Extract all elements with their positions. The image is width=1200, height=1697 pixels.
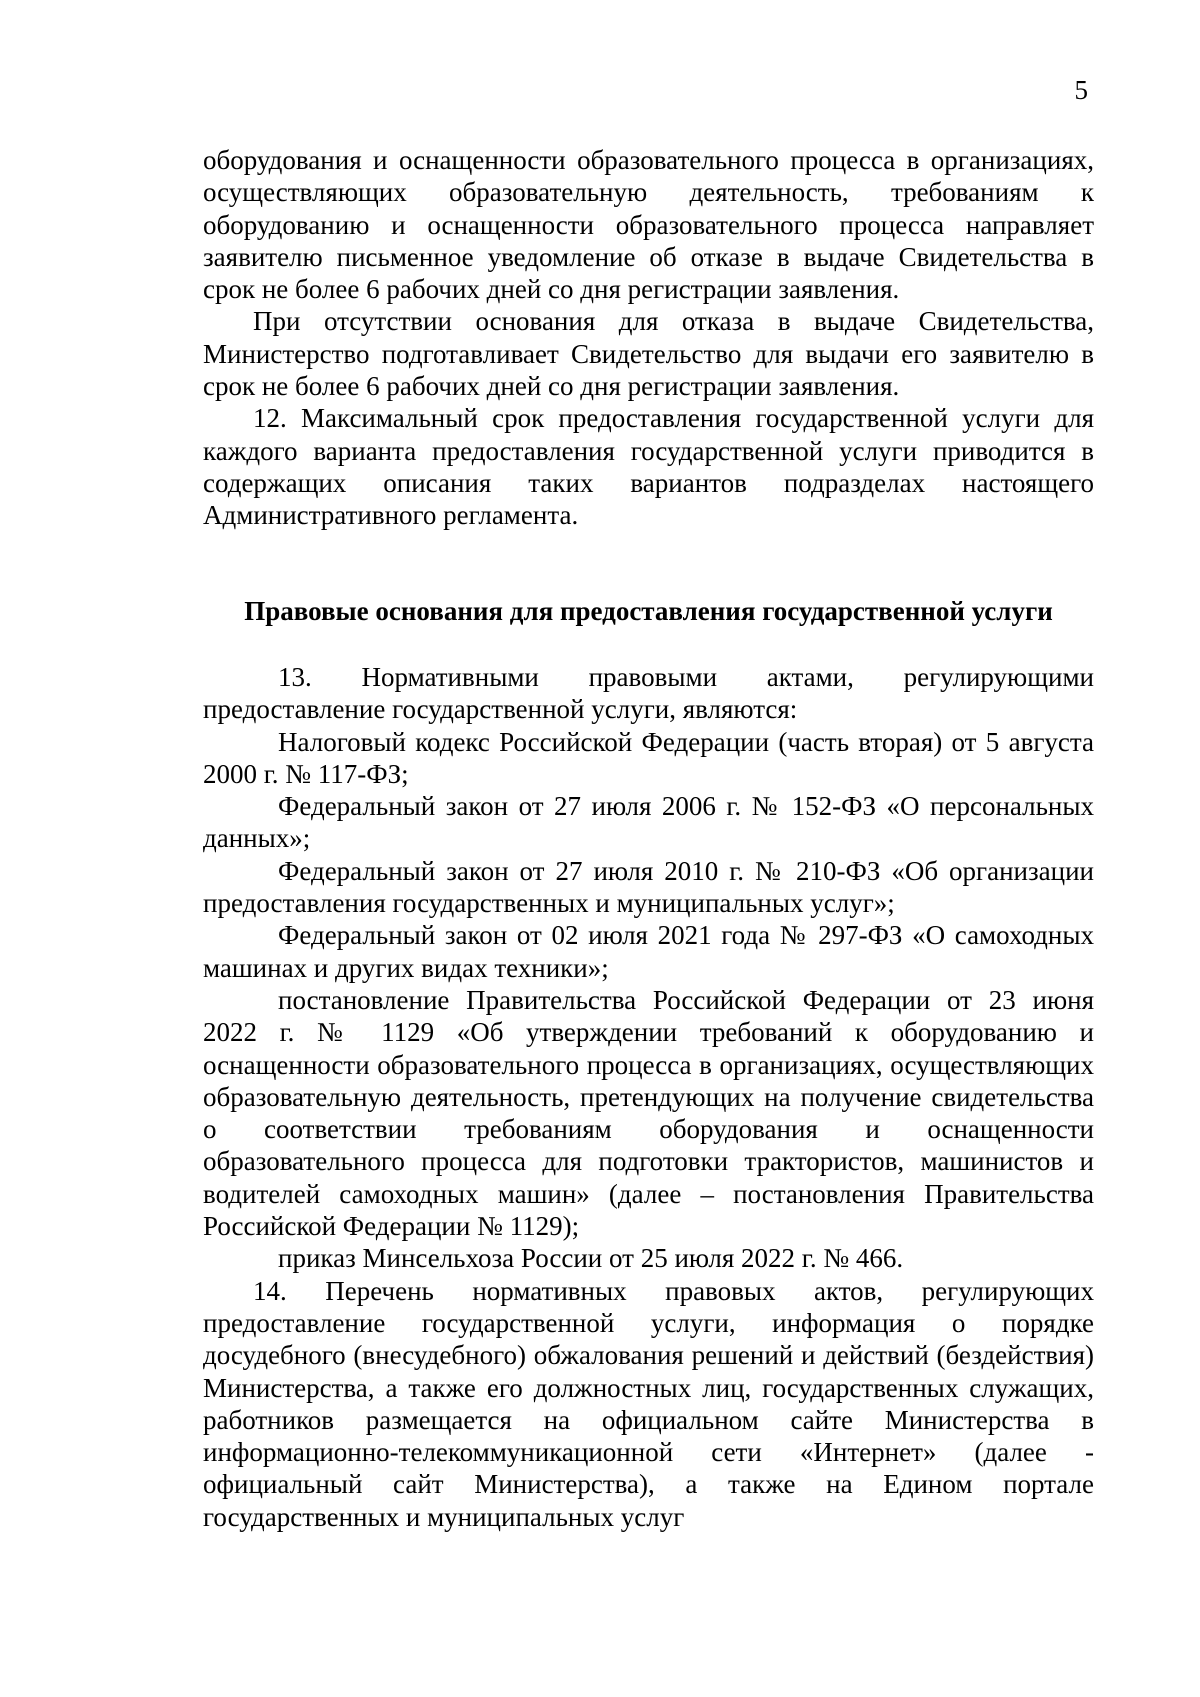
paragraph: 14. Перечень нормативных правовых актов, регулирующих предоставление государственной услуги, информация о порядке досудебного (внесудебного) обжалования решений и действий (бездействия) Министерства, а также его должностных лиц, государственных служащих, работников размещается на официальном сайте Министерства в информационно-телекоммуникационной сети «Интернет» (далее - официальный сайт Министерства), а также на Едином портале государственных и муниципальных услуг — [203, 1275, 1094, 1532]
page-number: 5 — [1074, 75, 1088, 105]
paragraph: 13. Нормативными правовыми актами, регулирующими предоставление государственной услуги, являются: — [203, 662, 1094, 725]
list-item: приказ Минсельхоза России от 25 июля 2022 г. № 466. — [278, 1243, 904, 1274]
list-item: Налоговый кодекс Российской Федерации (часть вторая) от 5 августа 2000 г. № 117-ФЗ; — [203, 726, 1094, 789]
paragraph: 12. Максимальный срок предоставления государственной услуги для каждого варианта предоставления государственной услуги приводится в содержащих описания таких вариантов подразделах настоящего Административного регламента. — [203, 403, 1094, 531]
body-text-bottom — [203, 661, 1094, 1533]
list-item: Федеральный закон от 27 июля 2010 г. № 210-ФЗ «Об организации предоставления государственных и муниципальных услуг»; — [203, 855, 1094, 919]
body-text-top — [203, 144, 1094, 532]
list-item: Федеральный закон от 02 июля 2021 года № 297-ФЗ «О самоходных машинах и других видах техники»; — [203, 920, 1094, 983]
paragraph: оборудования и оснащенности образовательного процесса в организациях, осуществляющих образовательную деятельность, требованиям к оборудованию и оснащенности образовательного процесса направляет заявителю письменное уведомление об отказе в выдаче Свидетельства в срок не более 6 рабочих дней со дня регистрации заявления. — [203, 145, 1094, 305]
list-item: Федеральный закон от 27 июля 2006 г. № 152-ФЗ «О персональных данных»; — [203, 791, 1094, 854]
paragraph: При отсутствии основания для отказа в выдаче Свидетельства, Министерство подготавливает Свидетельство для выдачи его заявителю в срок не более 6 рабочих дней со дня регистрации заявления. — [203, 306, 1094, 402]
section-heading: Правовые основания для предоставления государственной услуги — [244, 596, 1053, 626]
list-item: постановление Правительства Российской Федерации от 23 июня 2022 г. № 1129 «Об утверждении требований к оборудованию и оснащенности образовательного процесса в организациях, осуществляющих образовательную деятельность, претендующих на получение свидетельства о соответствии требованиям оборудования и оснащенности образовательного процесса для подготовки трактористов, машинистов и водителей самоходных машин» (далее – постановления Правительства Российской Федерации № 1129); — [203, 984, 1094, 1242]
